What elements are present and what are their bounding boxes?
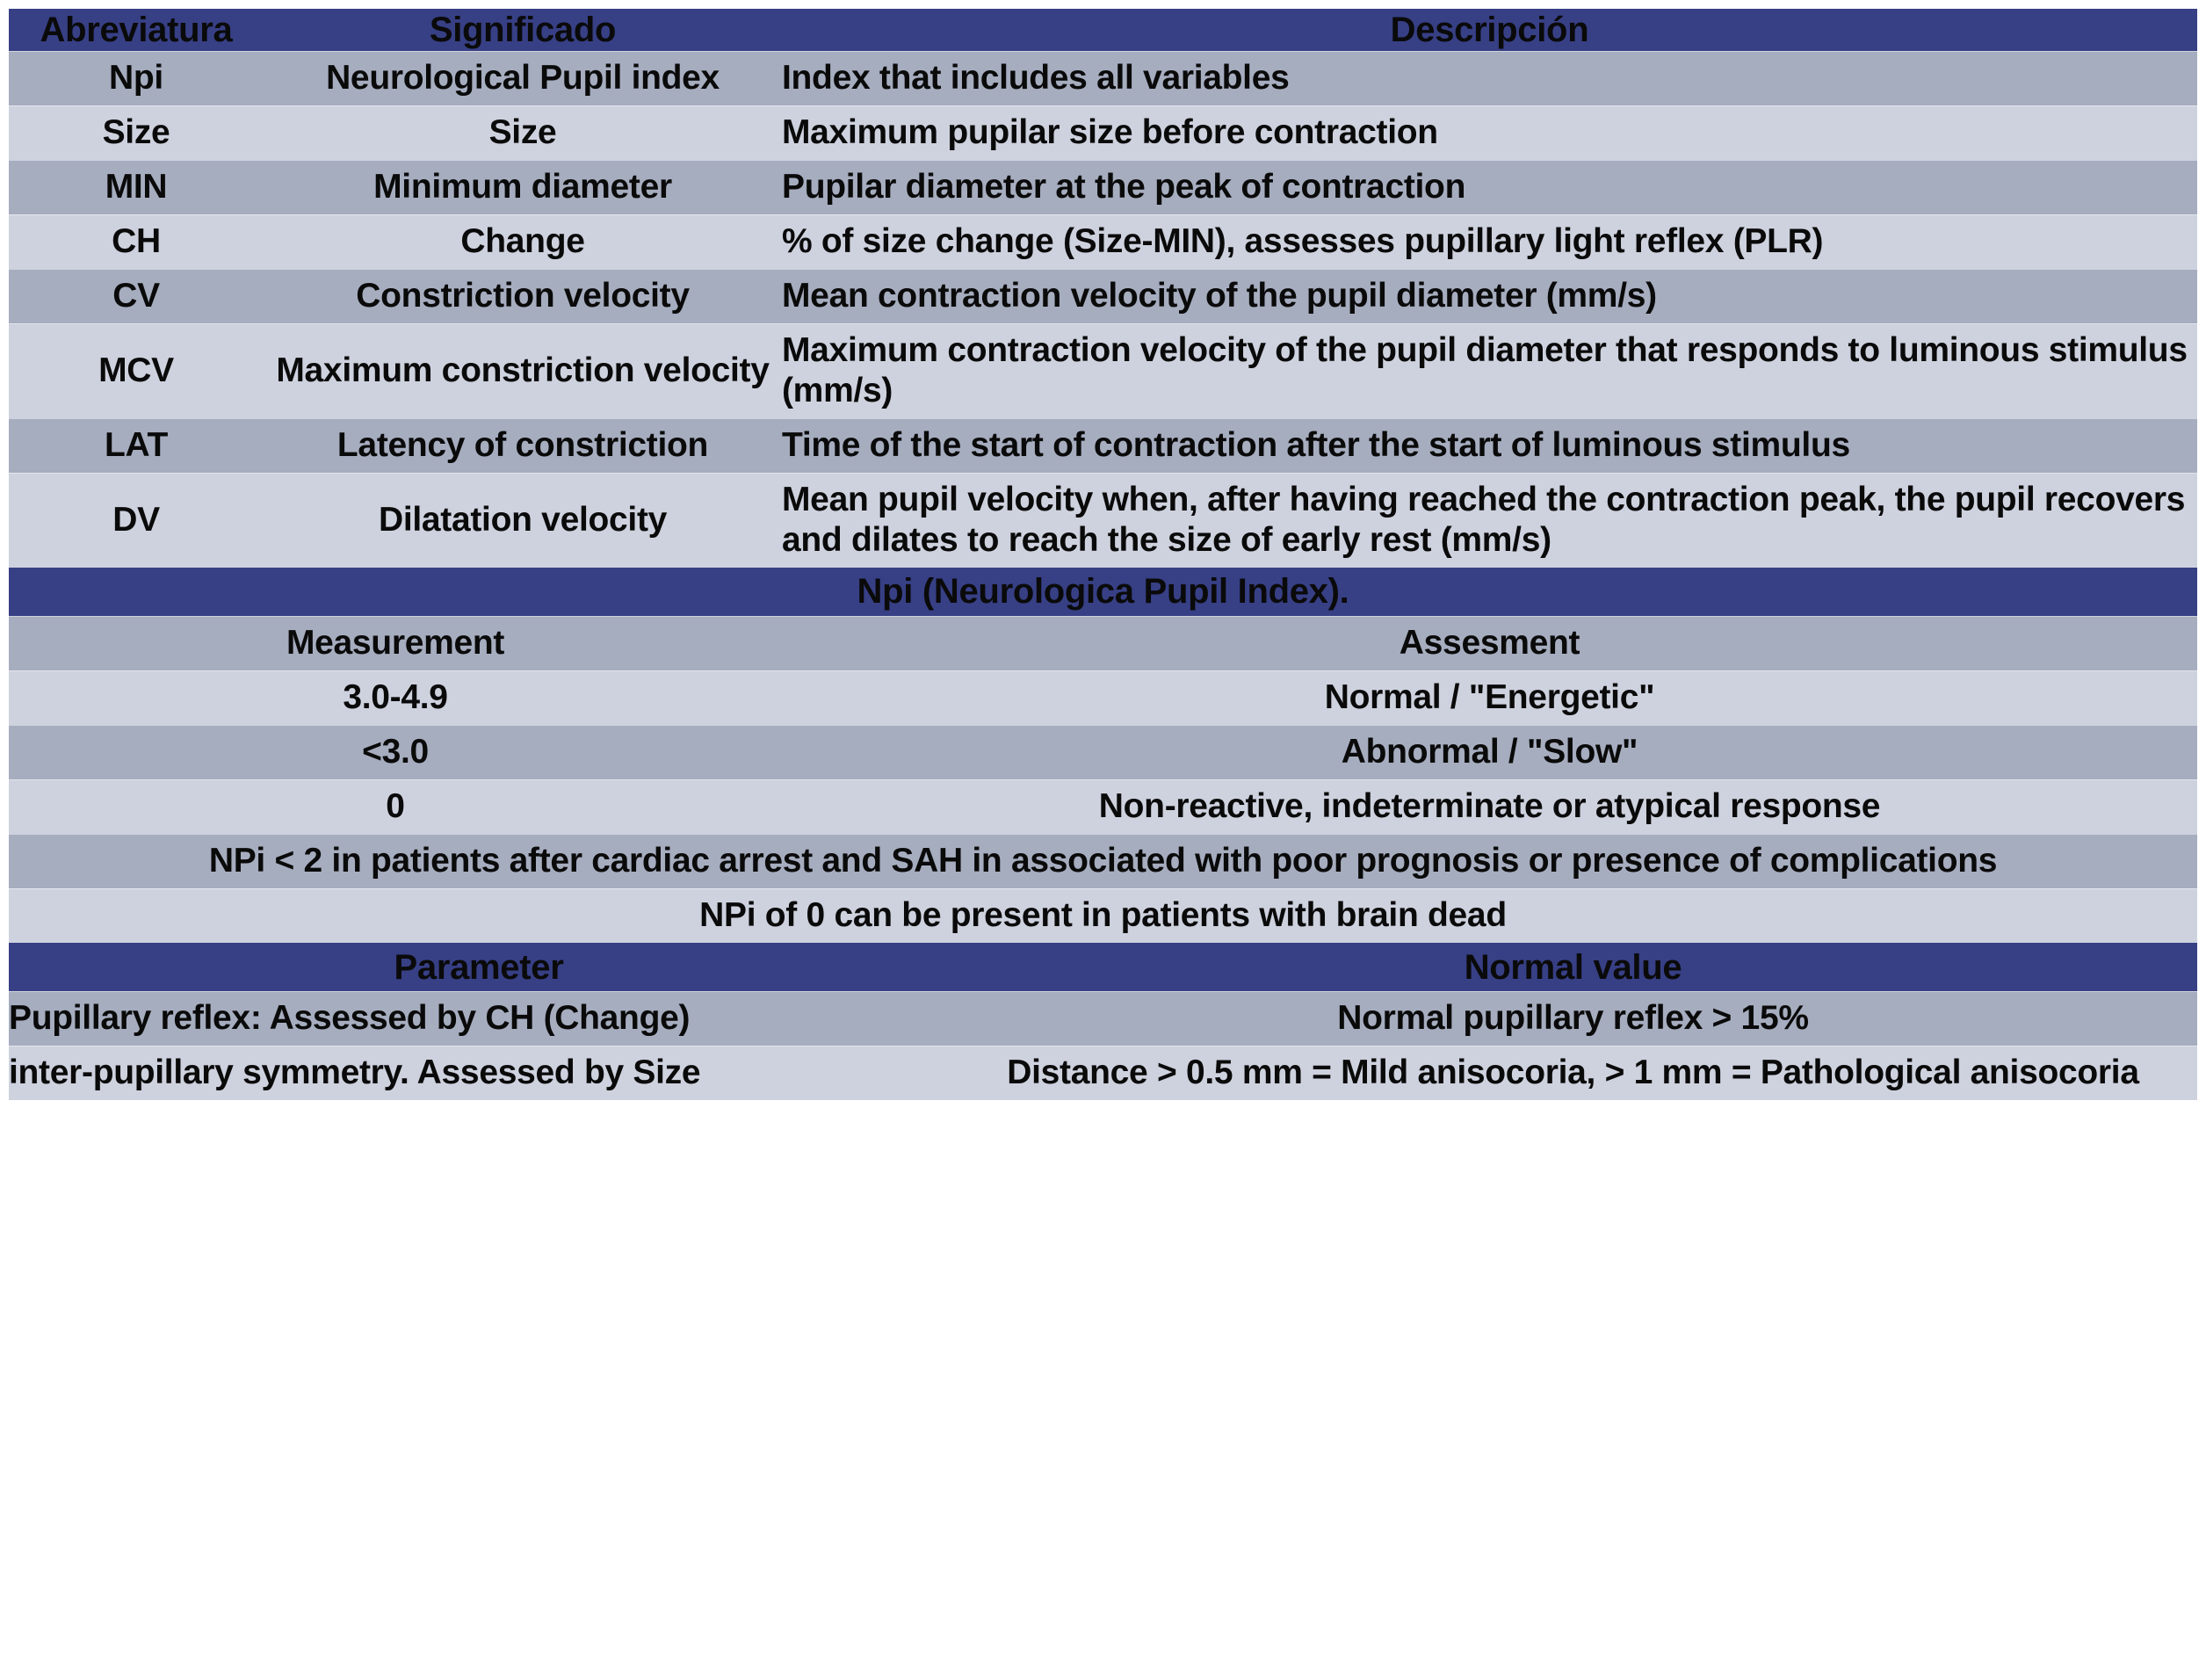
table-row — [9, 160, 2197, 214]
cell-abbreviation: MCV — [9, 323, 264, 418]
cell-description: Time of the start of contraction after the start of luminous stimulus — [782, 418, 2197, 473]
table-row — [9, 269, 2197, 323]
cell-meaning: Change — [264, 214, 782, 269]
cell-measurement: 3.0-4.9 — [9, 670, 782, 725]
parameters-header-row — [9, 943, 2197, 991]
cell-description: Maximum contraction velocity of the pupil diameter that responds to luminous stimulus (mm/s) — [782, 323, 2197, 418]
column-header-significado: Significado — [264, 9, 782, 51]
npi-note-brain-dead: NPi of 0 can be present in patients with brain dead — [9, 888, 2197, 943]
table-row — [9, 725, 2197, 779]
npi-table — [9, 568, 2197, 943]
table-row — [9, 323, 2197, 418]
cell-description: % of size change (Size-MIN), assesses pupillary light reflex (PLR) — [782, 214, 2197, 269]
table-row — [9, 51, 2197, 105]
column-header-parameter: Parameter — [9, 943, 949, 991]
cell-assesment: Normal / "Energetic" — [782, 670, 2197, 725]
cell-meaning: Minimum diameter — [264, 160, 782, 214]
cell-description: Mean pupil velocity when, after having reached the contraction peak, the pupil recovers and dilates to reach the size of early rest (mm/s) — [782, 473, 2197, 568]
cell-meaning: Dilatation velocity — [264, 473, 782, 568]
cell-abbreviation: MIN — [9, 160, 264, 214]
cell-normal-value: Distance > 0.5 mm = Mild anisocoria, > 1 mm = Pathological anisocoria — [949, 1046, 2197, 1100]
column-header-measurement: Measurement — [9, 616, 782, 670]
cell-abbreviation: DV — [9, 473, 264, 568]
npi-section-title-row — [9, 568, 2197, 616]
cell-description: Maximum pupilar size before contraction — [782, 105, 2197, 160]
table-row — [9, 670, 2197, 725]
cell-description: Mean contraction velocity of the pupil diameter (mm/s) — [782, 269, 2197, 323]
cell-assesment: Abnormal / "Slow" — [782, 725, 2197, 779]
cell-measurement: <3.0 — [9, 725, 782, 779]
cell-abbreviation: CV — [9, 269, 264, 323]
npi-section-title: Npi (Neurologica Pupil Index). — [9, 568, 2197, 616]
cell-description: Index that includes all variables — [782, 51, 2197, 105]
cell-parameter: Pupillary reflex: Assessed by CH (Change) — [9, 991, 949, 1046]
column-header-descripcion: Descripción — [782, 9, 2197, 51]
npi-note-row — [9, 834, 2197, 888]
table-row — [9, 473, 2197, 568]
column-header-assesment: Assesment — [782, 616, 2197, 670]
abbreviations-header-row — [9, 9, 2197, 51]
column-header-abreviatura: Abreviatura — [9, 9, 264, 51]
cell-meaning: Maximum constriction velocity — [264, 323, 782, 418]
cell-assesment: Non-reactive, indeterminate or atypical response — [782, 779, 2197, 834]
cell-measurement: 0 — [9, 779, 782, 834]
cell-normal-value: Normal pupillary reflex > 15% — [949, 991, 2197, 1046]
cell-meaning: Latency of constriction — [264, 418, 782, 473]
npi-header-row — [9, 616, 2197, 670]
cell-abbreviation: LAT — [9, 418, 264, 473]
column-header-normal-value: Normal value — [949, 943, 2197, 991]
table-row — [9, 418, 2197, 473]
table-row — [9, 779, 2197, 834]
parameters-table — [9, 943, 2197, 1100]
cell-meaning: Neurological Pupil index — [264, 51, 782, 105]
table-row — [9, 105, 2197, 160]
cell-meaning: Size — [264, 105, 782, 160]
npi-note-row — [9, 888, 2197, 943]
table-row — [9, 214, 2197, 269]
npi-note-prognosis: NPi < 2 in patients after cardiac arrest and SAH in associated with poor prognosis or presence of complications — [9, 834, 2197, 888]
cell-abbreviation: CH — [9, 214, 264, 269]
table-row — [9, 991, 2197, 1046]
table-row — [9, 1046, 2197, 1100]
cell-description: Pupilar diameter at the peak of contraction — [782, 160, 2197, 214]
cell-abbreviation: Npi — [9, 51, 264, 105]
abbreviations-table — [9, 9, 2197, 568]
cell-meaning: Constriction velocity — [264, 269, 782, 323]
cell-parameter: inter-pupillary symmetry. Assessed by Size — [9, 1046, 949, 1100]
cell-abbreviation: Size — [9, 105, 264, 160]
